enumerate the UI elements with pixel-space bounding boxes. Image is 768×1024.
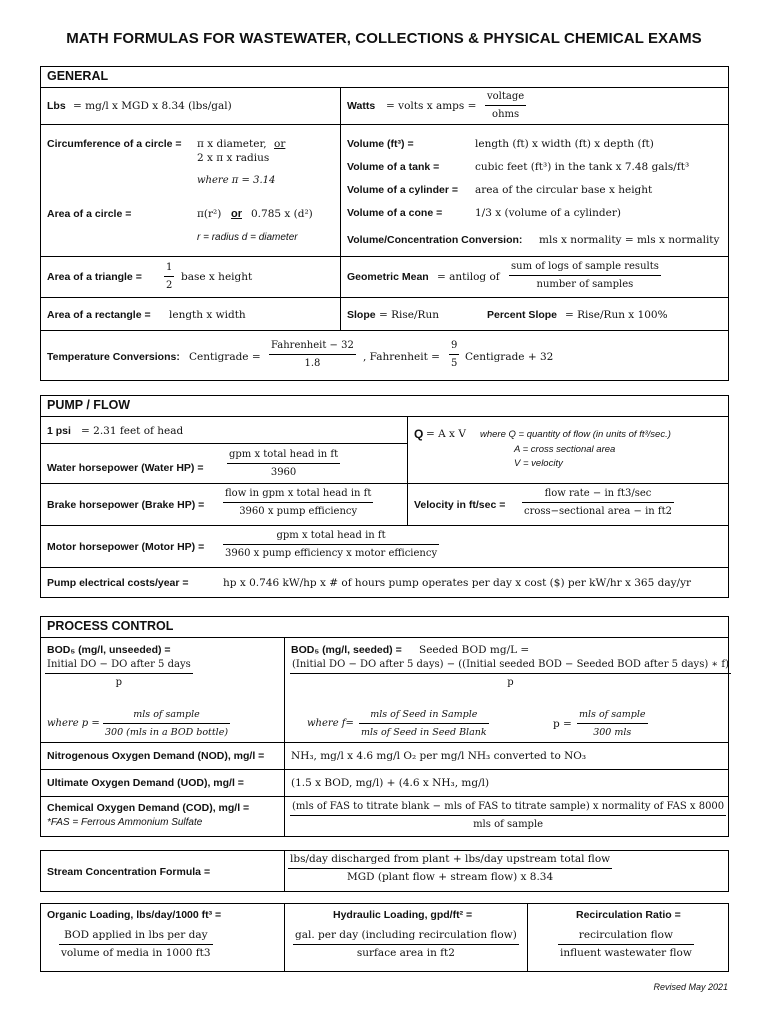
triangle-cell	[41, 257, 340, 297]
fahrenheit-fraction: $\frac{9}{5}$	[451, 340, 458, 369]
cylinder-formula: area of the circular base x height	[475, 184, 653, 196]
rectangle-label: Area of a rectangle =	[47, 309, 151, 321]
pump-row-brake	[41, 483, 728, 525]
process-row-cod	[41, 796, 728, 836]
cod-label-cell	[41, 797, 284, 836]
stream-section	[40, 850, 729, 892]
cod-formula-cell	[284, 797, 728, 836]
pump-row-cost	[41, 567, 728, 597]
triangle-label: Area of a triangle =	[47, 271, 142, 283]
pump-cost-formula: hp x 0.746 kW/hp x # of hours pump operates per day x cost ($) per kW/hr x 365 day/yr	[223, 577, 692, 589]
psi-formula: = 2.31 feet of head	[81, 425, 184, 437]
uod-formula: (1.5 x BOD, mg/l) + (4.6 x NH₃, mg/l)	[291, 777, 490, 789]
uod-formula-cell	[284, 770, 728, 796]
psi-label: 1 psi	[47, 425, 71, 437]
geomean-formula: = antilog of	[437, 271, 500, 283]
hydraulic-loading-fraction: gal. per day (including recirculation flow) surface area in ft2	[295, 929, 517, 959]
percent-slope-label: Percent Slope	[487, 309, 558, 321]
triangle-formula: base x height	[181, 271, 253, 283]
rectangle-formula: length x width	[169, 309, 246, 321]
q-where-2: A = cross sectional area	[514, 444, 616, 455]
brake-hp-label: Brake horsepower (Brake HP) =	[47, 499, 205, 511]
cod-label: Chemical Oxygen Demand (COD), mg/l =	[47, 802, 250, 814]
recirculation-cell	[527, 904, 728, 971]
lbs-formula: = mg/l x MGD x 8.34 (lbs/gal)	[73, 100, 232, 112]
q-formula: = A x V	[426, 428, 466, 440]
fahrenheit-label: , Fahrenheit =	[363, 351, 440, 363]
percent-slope-formula: = Rise/Run x 100%	[565, 309, 668, 321]
area-circle-note: r = radius d = diameter	[197, 232, 298, 243]
cone-label: Volume of a cone =	[347, 207, 443, 219]
velocity-label: Velocity in ft/sec =	[414, 499, 506, 511]
bod-seeded-p-fraction: mls of sample 300 mls	[579, 709, 646, 738]
bod-unseeded-fraction: Initial DO − DO after 5 days p	[47, 659, 191, 688]
stream-fraction: lbs/day discharged from plant + lbs/day upstream total flow MGD (plant flow + stream flow) x 8.34	[290, 853, 611, 883]
uod-label-cell	[41, 770, 284, 796]
area-circle-or: or	[231, 208, 242, 220]
brake-hp-fraction: flow in gpm x total head in ft 3960 x pump efficiency	[225, 488, 372, 517]
geomean-label: Geometric Mean	[347, 271, 429, 283]
hydraulic-loading-label: Hydraulic Loading, gpd/ft² =	[333, 909, 473, 921]
nod-label: Nitrogenous Oxygen Demand (NOD), mg/l =	[47, 750, 265, 762]
lbs-label: Lbs	[47, 100, 66, 112]
motor-hp-fraction: gpm x total head in ft 3960 x pump efficiency x motor efficiency	[225, 530, 438, 559]
bod-seeded-label: BOD₅ (mg/l, seeded) =	[291, 644, 402, 656]
bod-seeded-where: where f=	[307, 718, 354, 729]
general-row-rectangle	[41, 297, 728, 330]
water-hp-fraction: gpm x total head in ft 3960	[229, 449, 339, 478]
general-row-lbs	[41, 87, 728, 124]
bod-unseeded-where: where p =	[47, 718, 100, 729]
tank-label: Volume of a tank =	[347, 161, 440, 173]
triangle-fraction: $\frac{1}{2}$	[166, 262, 173, 291]
vc-label: Volume/Concentration Conversion:	[347, 234, 523, 246]
geomean-cell	[340, 257, 728, 297]
uod-label: Ultimate Oxygen Demand (UOD), mg/l =	[47, 777, 244, 789]
cylinder-label: Volume of a cylinder =	[347, 184, 458, 196]
watts-formula: = volts x amps =	[386, 100, 477, 112]
pump-cost-label: Pump electrical costs/year =	[47, 577, 189, 589]
general-row-temperature	[41, 330, 728, 380]
circumference-formula: π x diameter,	[197, 138, 267, 150]
nod-formula-cell	[284, 743, 728, 769]
slope-cell	[340, 298, 728, 330]
bod-unseeded-p-fraction: mls of sample 300 (mls in a BOD bottle)	[105, 709, 229, 738]
nod-formula: NH₃, mg/l x 4.6 mg/l O₂ per mg/l NH₃ converted to NO₃	[291, 750, 587, 762]
bod-seeded-f-fraction: mls of Seed in Sample mls of Seed in Seed Blank	[361, 709, 487, 738]
pi-definition: where π = 3.14	[197, 175, 276, 186]
process-row-uod	[41, 769, 728, 796]
general-section	[40, 66, 729, 381]
bod-seeded-label-2: Seeded BOD mg/L =	[419, 644, 530, 656]
general-row-triangle	[41, 256, 728, 297]
volume-formula: length (ft) x width (ft) x depth (ft)	[475, 138, 654, 150]
stream-label: Stream Concentration Formula =	[47, 866, 211, 878]
bod-unseeded-cell	[41, 638, 284, 742]
q-label: Q	[414, 427, 424, 441]
cod-note: *FAS = Ferrous Ammonium Sulfate	[47, 817, 203, 828]
process-row-bod	[41, 637, 728, 742]
general-row-circle	[41, 124, 728, 256]
cod-fraction: (mls of FAS to titrate blank − mls of FAS to titrate sample) x normality of FAS x 8000 mls of sample	[292, 801, 725, 830]
process-row-nod	[41, 742, 728, 769]
velocity-fraction: flow rate − in ft3/sec cross−sectional area − in ft2	[524, 488, 672, 517]
rectangle-cell	[41, 298, 340, 330]
q-where-3: V = velocity	[514, 458, 563, 469]
bod-unseeded-label: BOD₅ (mg/l, unseeded) =	[47, 644, 171, 656]
nod-label-cell	[41, 743, 284, 769]
water-hp-label: Water horsepower (Water HP) =	[47, 462, 204, 474]
area-circle-formula-2: 0.785 x (d²)	[251, 208, 313, 220]
organic-loading-label: Organic Loading, lbs/day/1000 ft³ =	[47, 909, 222, 921]
volume-cell	[340, 125, 728, 256]
temperature-label: Temperature Conversions:	[47, 351, 180, 363]
process-header: PROCESS CONTROL	[47, 619, 174, 633]
organic-loading-cell	[41, 904, 284, 971]
q-where-1: where Q = quantity of flow (in units of ft³/sec.)	[480, 429, 671, 440]
centigrade-label: Centigrade =	[189, 351, 261, 363]
geomean-fraction: sum of logs of sample results number of samples	[511, 261, 659, 290]
brake-hp-cell	[41, 484, 407, 525]
bod-seeded-fraction: (Initial DO − DO after 5 days) − ((Initial seeded BOD − Seeded BOD after 5 days) ∗ f) p	[292, 659, 729, 688]
tank-formula: cubic feet (ft³) in the tank x 7.48 gals/ft³	[475, 161, 690, 173]
watts-fraction: voltage ohms	[487, 91, 525, 120]
stream-formula-cell	[284, 851, 728, 891]
general-header: GENERAL	[47, 69, 109, 83]
pump-header: PUMP / FLOW	[47, 398, 131, 412]
process-section	[40, 616, 729, 837]
circle-cell	[41, 125, 340, 256]
volume-label: Volume (ft³) =	[347, 138, 414, 150]
motor-hp-label: Motor horsepower (Motor HP) =	[47, 541, 205, 553]
lbs-cell	[41, 88, 340, 124]
page-title: MATH FORMULAS FOR WASTEWATER, COLLECTIONS & PHYSICAL CHEMICAL EXAMS	[66, 30, 702, 47]
stream-label-cell	[41, 851, 284, 891]
velocity-cell	[407, 484, 728, 525]
psi-whp-cell	[41, 417, 407, 483]
watts-label: Watts	[347, 100, 376, 112]
pump-section	[40, 395, 729, 598]
cone-formula: 1/3 x (volume of a cylinder)	[475, 207, 621, 219]
area-circle-label: Area of a circle =	[47, 208, 132, 220]
centigrade-fraction: Fahrenheit − 32 1.8	[271, 340, 354, 369]
slope-formula: = Rise/Run	[379, 309, 439, 321]
q-cell	[407, 417, 728, 483]
watts-cell	[340, 88, 728, 124]
area-circle-formula: π(r²)	[197, 208, 222, 220]
recirculation-fraction: recirculation flow influent wastewater flow	[560, 929, 692, 959]
slope-label: Slope	[347, 309, 376, 321]
recirculation-label: Recirculation Ratio =	[576, 909, 681, 921]
vc-formula: mls x normality = mls x normality	[539, 234, 720, 246]
revision-date: Revised May 2021	[653, 982, 728, 992]
loading-section	[40, 903, 729, 972]
bod-seeded-cell	[284, 638, 728, 742]
circumference-label: Circumference of a circle =	[47, 138, 182, 150]
circumference-formula-2: 2 x π x radius	[197, 152, 270, 164]
bod-seeded-p-label: p =	[553, 718, 572, 730]
circumference-or: or	[274, 138, 286, 150]
pump-row-motor	[41, 525, 728, 567]
pump-row-top	[41, 416, 728, 483]
organic-loading-fraction: BOD applied in lbs per day volume of media in 1000 ft3	[61, 929, 211, 959]
hydraulic-loading-cell	[284, 904, 527, 971]
fahrenheit-formula: Centigrade + 32	[465, 351, 554, 363]
